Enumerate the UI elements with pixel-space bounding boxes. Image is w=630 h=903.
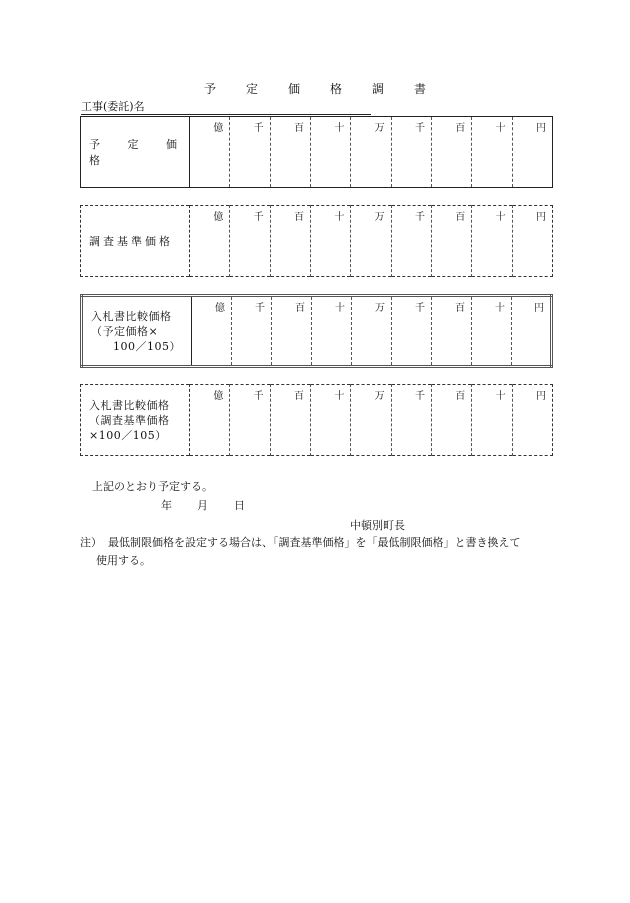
digit-cell-en: 円 — [512, 206, 552, 277]
row-label-survey-base-price: 調査基準価格 — [81, 206, 190, 277]
digit-cell-sen: 千 — [391, 117, 431, 188]
digit-cell-en: 円 — [512, 117, 552, 188]
project-name-field — [81, 100, 371, 115]
digit-cell-hyaku: 百 — [270, 206, 310, 277]
digit-cell-oku: 億 — [213, 391, 224, 402]
date-year: 年 — [161, 499, 172, 512]
digit-cell-oku: 億 — [213, 212, 224, 223]
price-table-survey-base — [80, 205, 553, 277]
digit-cell-juu: 十 — [312, 296, 352, 367]
row-label-bid-compare-planned: 入札書比較価格 （予定価格× 100／105） — [82, 296, 192, 367]
date-month: 月 — [197, 499, 208, 512]
digit-cell-en: 円 — [512, 296, 552, 367]
digit-cell-hyaku: 百 — [270, 385, 310, 456]
digit-cell-sen: 千 — [391, 385, 431, 456]
digit-cell-hyaku: 百 — [431, 385, 471, 456]
project-name-label: 工事(委託)名 — [81, 100, 145, 113]
note-line-2: 使用する。 — [96, 554, 151, 567]
note-line-1: 最低制限価格を設定する場合は、「調査基準価格」を「最低制限価格」と書き換えて — [108, 536, 521, 549]
digit-cell-juu: 十 — [310, 117, 350, 188]
digit-cell-man: 万 — [351, 385, 391, 456]
document-title: 予 定 価 格 調 書 — [203, 82, 426, 96]
digit-cell-man: 万 — [352, 296, 392, 367]
price-table-bid-compare-survey — [80, 384, 553, 456]
price-table-planned — [80, 116, 553, 188]
digit-cell-sen: 千 — [391, 206, 431, 277]
digit-cell-hyaku: 百 — [270, 117, 310, 188]
digit-cell-sen: 千 — [230, 117, 270, 188]
signatory-name: 中頓別町長 — [350, 519, 405, 532]
digit-cell-sen: 千 — [230, 206, 270, 277]
digit-cell-juu: 十 — [310, 385, 350, 456]
digit-cell-oku: 億 — [213, 123, 224, 134]
row-label-planned-price: 予 定 価 格 — [81, 117, 190, 188]
digit-cell-hyaku: 百 — [272, 296, 312, 367]
note-prefix: 注） — [80, 536, 102, 549]
digit-cell-juu: 十 — [472, 296, 512, 367]
digit-cell-sen: 千 — [392, 296, 432, 367]
digit-cell-en: 円 — [512, 385, 552, 456]
digit-cell-sen: 千 — [230, 385, 270, 456]
statement-text: 上記のとおり予定する。 — [92, 480, 213, 493]
digit-cell-juu: 十 — [472, 385, 512, 456]
digit-cell-hyaku: 百 — [432, 296, 472, 367]
digit-cell-hyaku: 百 — [431, 206, 471, 277]
digit-cell-juu: 十 — [310, 206, 350, 277]
digit-cell-juu: 十 — [472, 117, 512, 188]
digit-cell-juu: 十 — [472, 206, 512, 277]
row-label-bid-compare-survey: 入札書比較価格 （調査基準価格 ×100／105） — [81, 385, 190, 456]
digit-cell-sen: 千 — [232, 296, 272, 367]
price-table-bid-compare-planned — [80, 294, 553, 368]
digit-cell-oku: 億 — [215, 303, 225, 314]
digit-cell-hyaku: 百 — [431, 117, 471, 188]
date-day: 日 — [234, 499, 245, 512]
digit-cell-man: 万 — [351, 206, 391, 277]
digit-cell-man: 万 — [351, 117, 391, 188]
